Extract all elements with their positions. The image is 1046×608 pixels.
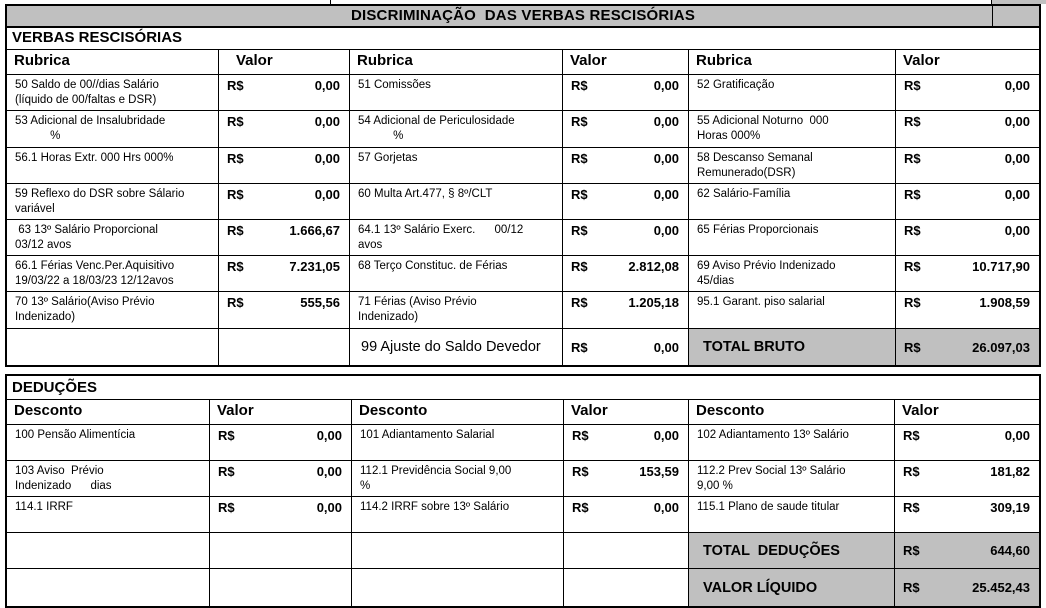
currency-symbol: R$ [904,295,921,310]
currency-symbol: R$ [571,295,588,310]
currency-symbol: R$ [903,543,920,558]
table-row [7,148,1039,184]
empty-cell [210,533,352,568]
total-bruto-label: TOTAL BRUTO [689,329,896,365]
column-header-rubrica: Rubrica [689,50,896,74]
rubrica-value [219,75,350,110]
currency-symbol: R$ [904,223,921,238]
currency-symbol: R$ [571,78,588,93]
amount: 0,00 [316,428,342,443]
column-header-row [7,50,1039,75]
desconto-value [895,461,1039,496]
column-header-row [7,400,1039,425]
rubrica-value [563,75,689,110]
rubrica-label: 58 Descanso Semanal Remunerado(DSR) [689,148,896,183]
empty-cell [352,533,564,568]
amount: 309,19 [990,500,1030,515]
desconto-label: 114.2 IRRF sobre 13º Salário [352,497,564,532]
rubrica-value [896,220,1039,255]
empty-cell [564,533,689,568]
table-row [7,292,1039,329]
rubrica-label: 68 Terço Constituc. de Férias [350,256,563,291]
amount: 1.908,59 [979,295,1030,310]
rubrica-label: 59 Reflexo do DSR sobre Sálario variável [7,184,219,219]
amount: 0,00 [1004,223,1030,238]
deducoes-section [5,374,1041,608]
document-title: DISCRIMINAÇÃO DAS VERBAS RESCISÓRIAS [5,4,1041,28]
valor-liquido-label: VALOR LÍQUIDO [689,569,895,606]
column-header-valor: Valor [564,400,689,424]
currency-symbol: R$ [227,78,244,93]
currency-symbol: R$ [571,223,588,238]
currency-symbol: R$ [904,339,921,355]
currency-symbol: R$ [904,187,921,202]
amount: 0,00 [653,500,679,515]
desconto-label: 101 Adiantamento Salarial [352,425,564,460]
ajuste-saldo-devedor-value [563,329,689,365]
rubrica-label: 56.1 Horas Extr. 000 Hrs 000% [7,148,219,183]
currency-symbol: R$ [571,187,588,202]
rubrica-label: 52 Gratificação [689,75,896,110]
rubrica-value [219,256,350,291]
table-row [7,461,1039,497]
empty-cell [352,569,564,606]
amount: 1.205,18 [628,295,679,310]
empty-cell [7,329,219,365]
table-row [7,184,1039,220]
total-deducoes-label: TOTAL DEDUÇÕES [689,533,895,568]
currency-symbol: R$ [218,500,235,515]
column-header-rubrica: Rubrica [7,50,219,74]
currency-symbol: R$ [218,428,235,443]
column-header-valor: Valor [903,52,940,69]
empty-cell [210,569,352,606]
table-row [7,256,1039,292]
table-row [7,425,1039,461]
table-row [7,111,1039,148]
amount: 0,00 [316,500,342,515]
amount: 0,00 [653,339,679,355]
currency-symbol: R$ [571,114,588,129]
currency-symbol: R$ [903,428,920,443]
table-row [7,220,1039,256]
rubrica-label: 64.1 13º Salário Exerc. 00/12 avos [350,220,563,255]
currency-symbol: R$ [218,464,235,479]
column-header-rubrica: Rubrica [350,50,563,74]
rubrica-value [563,292,689,328]
rubrica-value [563,184,689,219]
rubrica-value [896,256,1039,291]
rubrica-value [896,75,1039,110]
desconto-value [895,497,1039,532]
amount: 0,00 [653,114,679,129]
amount: 0,00 [1004,187,1030,202]
amount: 0,00 [316,464,342,479]
currency-symbol: R$ [227,259,244,274]
rubrica-label: 55 Adicional Noturno 000 Horas 000% [689,111,896,147]
desconto-label: 103 Aviso Prévio Indenizado dias [7,461,210,496]
amount: 0,00 [314,78,340,93]
currency-symbol: R$ [227,223,244,238]
desconto-value [564,497,689,532]
currency-symbol: R$ [904,114,921,129]
rubrica-label: 51 Comissões [350,75,563,110]
desconto-value [210,461,352,496]
rubrica-label: 69 Aviso Prévio Indenizado 45/dias [689,256,896,291]
column-header-desconto: Desconto [7,400,210,424]
rubrica-label: 62 Salário-Família [689,184,896,219]
rubrica-label: 54 Adicional de Periculosidade % [350,111,563,147]
currency-symbol: R$ [904,151,921,166]
amount: 0,00 [653,151,679,166]
currency-symbol: R$ [903,500,920,515]
amount: 0,00 [653,223,679,238]
rubrica-label: 50 Saldo de 00//dias Salário (líquido de 00/faltas e DSR) [7,75,219,110]
verbas-rescisorias-section [5,28,1041,367]
rubrica-label: 60 Multa Art.477, § 8º/CLT [350,184,563,219]
amount: 0,00 [314,114,340,129]
desconto-value [895,425,1039,460]
desconto-value [210,497,352,532]
desconto-label: 102 Adiantamento 13º Salário [689,425,895,460]
column-header-desconto: Desconto [352,400,564,424]
column-header-desconto: Desconto [689,400,895,424]
rubrica-value [219,184,350,219]
currency-symbol: R$ [572,428,589,443]
currency-symbol: R$ [572,464,589,479]
desconto-value [210,425,352,460]
rubrica-value [563,220,689,255]
section-spacer [0,367,1046,374]
rubrica-value [896,184,1039,219]
rubrica-value [219,220,350,255]
rubrica-value [219,292,350,328]
column-header-valor: Valor [563,50,689,74]
desconto-label: 115.1 Plano de saude titular [689,497,895,532]
empty-cell [564,569,689,606]
desconto-value [564,461,689,496]
currency-symbol: R$ [571,259,588,274]
table-row [7,75,1039,111]
rubrica-label: 66.1 Férias Venc.Per.Aquisitivo 19/03/22 a 18/03/23 12/12avos [7,256,219,291]
rubrica-value [896,292,1039,328]
amount: 0,00 [1004,114,1030,129]
column-header-valor: Valor [219,50,350,74]
desconto-label: 112.1 Previdência Social 9,00 % [352,461,564,496]
empty-cell [7,533,210,568]
amount: 0,00 [653,187,679,202]
table-row [7,497,1039,533]
amount: 2.812,08 [628,259,679,274]
amount: 0,00 [1004,428,1030,443]
rubrica-label: 53 Adicional de Insalubridade % [7,111,219,147]
total-deducoes-value [895,533,1039,568]
currency-symbol: R$ [904,78,921,93]
amount: 181,82 [990,464,1030,479]
amount: 10.717,90 [972,259,1030,274]
rubrica-label: 57 Gorjetas [350,148,563,183]
amount: 26.097,03 [972,339,1030,355]
currency-symbol: R$ [572,500,589,515]
rubrica-label: 95.1 Garant. piso salarial [689,292,896,328]
desconto-label: 100 Pensão Alimentícia [7,425,210,460]
amount: 0,00 [653,78,679,93]
column-header-valor: Valor [210,400,352,424]
currency-symbol: R$ [227,114,244,129]
currency-symbol: R$ [227,295,244,310]
rubrica-value [219,148,350,183]
rubrica-label: 70 13º Salário(Aviso Prévio Indenizado) [7,292,219,328]
column-header-valor: Valor [902,402,939,419]
currency-symbol: R$ [227,187,244,202]
currency-symbol: R$ [903,464,920,479]
table-row-valor-liquido [7,569,1039,606]
amount: 0,00 [1004,78,1030,93]
rubrica-label: 63 13º Salário Proporcional 03/12 avos [7,220,219,255]
rubrica-value [896,111,1039,147]
rubrica-label: 65 Férias Proporcionais [689,220,896,255]
rubrica-value [563,111,689,147]
amount: 25.452,43 [972,580,1030,595]
empty-cell [219,329,350,365]
rubrica-value [563,148,689,183]
table-row-total-deducoes [7,533,1039,569]
amount: 0,00 [1004,151,1030,166]
total-bruto-value [896,329,1039,365]
currency-symbol: R$ [571,339,588,355]
section-title: VERBAS RESCISÓRIAS [7,28,1039,50]
amount: 1.666,67 [289,223,340,238]
rubrica-value [563,256,689,291]
rubrica-value [219,111,350,147]
rubrica-value [896,148,1039,183]
currency-symbol: R$ [571,151,588,166]
valor-liquido-value [895,569,1039,606]
amount: 0,00 [653,428,679,443]
currency-symbol: R$ [904,259,921,274]
amount: 7.231,05 [289,259,340,274]
section-title: DEDUÇÕES [7,376,1039,400]
currency-symbol: R$ [227,151,244,166]
desconto-value [564,425,689,460]
rubrica-label: 71 Férias (Aviso Prévio Indenizado) [350,292,563,328]
ajuste-saldo-devedor-label: 99 Ajuste do Saldo Devedor [350,329,563,365]
empty-cell [7,569,210,606]
desconto-label: 112.2 Prev Social 13º Salário 9,00 % [689,461,895,496]
amount: 555,56 [300,295,340,310]
amount: 0,00 [314,187,340,202]
amount: 644,60 [990,543,1030,558]
amount: 153,59 [639,464,679,479]
amount: 0,00 [314,151,340,166]
table-row-totals [7,329,1039,365]
desconto-label: 114.1 IRRF [7,497,210,532]
currency-symbol: R$ [903,580,920,595]
